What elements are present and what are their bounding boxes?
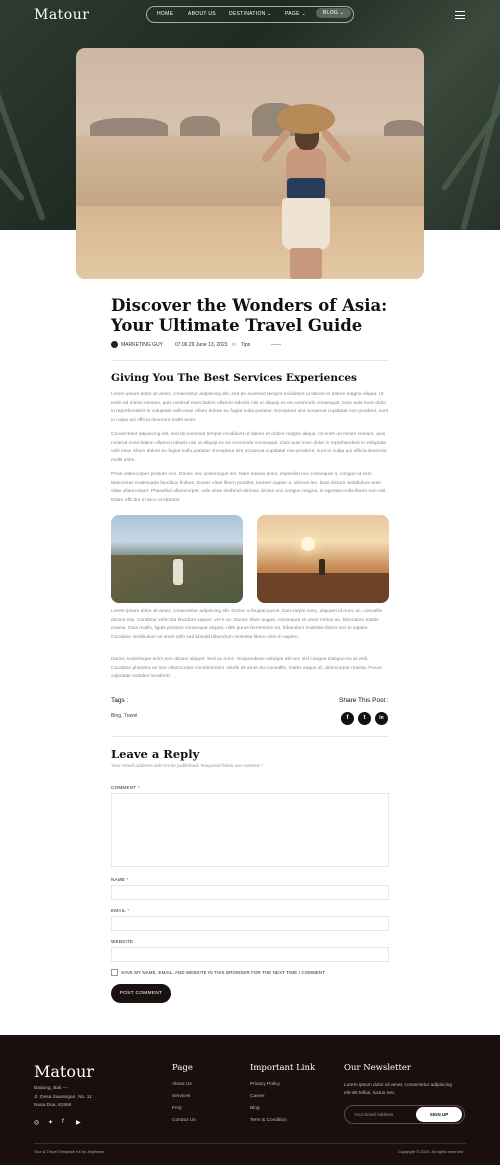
section-heading: Giving You The Best Services Experiences	[111, 372, 357, 384]
divider	[111, 736, 389, 737]
hamburger-menu-icon[interactable]	[455, 11, 465, 19]
straw-hat	[277, 104, 335, 134]
footer-link-services[interactable]: Services	[172, 1094, 191, 1099]
website-label: WEBSITE	[111, 939, 134, 944]
post-in-label: in	[232, 342, 236, 348]
divider	[111, 360, 389, 361]
featured-image	[76, 48, 424, 279]
footer-address: Badung, Bali — Jl. Desa Sawangan, No. 11 Nusa Dua, 81566	[34, 1086, 92, 1108]
name-field[interactable]	[111, 885, 389, 900]
footer-link-faq[interactable]: FAQ	[172, 1106, 182, 1111]
email-field[interactable]	[111, 916, 389, 931]
footer-newsletter-heading: Our Newsletter	[344, 1063, 411, 1073]
paragraph: Proin ullamcorper pretium orci. Donec nec scelerisque leo. Nam massa dolor, imperdiet nec consequat a, congue id sem. Maecenas malesuada faucibus finibus. Donec vitae libero porttitor, laoreet sapien a, ultrices leo. Duis dictum vestibulum ante vitae ullamcorper. Phasellus ullamcorper, odio vitae eleifend ultricies, lectus orci congue magna, in egestas nulla libero non nisl. Etiam efficitur in arcu ut lobortis.	[111, 472, 387, 503]
post-date: 07.06.29 June 13, 2023	[175, 342, 228, 348]
post-author[interactable]: MARKETING GUY	[121, 342, 163, 348]
email-label: EMAIL *	[111, 908, 130, 913]
comment-label: COMMENT *	[111, 785, 140, 790]
paragraph: Lorem ipsum dolor sit amet, consectetur adipiscing elit. Donec a feugiat purus. Duis turpis nunc, aliquam id nunc ac, convallis dictum nisi. Curabitur vehicula tincidunt sapien, vel e ac. Donec diam augue, consequat sit amet metus ac, bibendum mattis massa. Duis mollis, ligula pretium consequat aliquet, nibh purus fermentum mi, bibendum molestie libero orci in sapien. Curabitur vestibulum sit amet nibh sed blandit bibendum molestie libero orim in sapien.	[111, 609, 383, 640]
share-label: Share This Post :	[339, 697, 389, 704]
name-label: NAME *	[111, 877, 129, 882]
facebook-icon[interactable]: f	[341, 712, 354, 725]
save-info-checkbox[interactable]	[111, 969, 118, 976]
signup-button[interactable]: SIGN UP	[416, 1107, 462, 1122]
post-category[interactable]: Tips	[241, 342, 251, 348]
newsletter-email-input[interactable]: Your Email Address	[344, 1105, 465, 1124]
tags-list[interactable]: Blog, Travel	[111, 713, 138, 719]
footer-link-terms[interactable]: Term & Condition	[250, 1118, 287, 1123]
paragraph: Consectetur adipiscing elit, sed do eiusmod tempor incididunt ut labore et dolore magna aliqua. Ut enim ad minim veniam, quis nostrud exercitation ullamco laboris nisi ut aliquip ex ea commodo consequat. Duis aute irure dolor in reprehenderit in voluptate velit esse cillum dolore eu fugiat nulla pariatur. Excepteur sint occaecat cupidatat non proident, sunt in culpa qui officia deserunt mollit anim.	[111, 432, 387, 463]
save-info-label: SAVE MY NAME, EMAIL, AND WEBSITE IN THIS BROWSER FOR THE NEXT TIME I COMMENT.	[121, 970, 326, 975]
paragraph: Donec scelerisque enim non dictum aliquet. Sed ac nunc. Suspendisse volutpat elit nec nisl congue tristique eu at velit. Curabitur pharetra ex non ullamcorper condimentum. Morbi sit amet dui convallis, mattis augue id, ullamcorper massa. Fusce vulputate sodales hendrerit.	[111, 657, 382, 679]
mountain-lake-image	[111, 515, 243, 603]
post-meta	[111, 341, 389, 351]
footer-copyright: Copyright © 2023. All rights reserved	[398, 1149, 464, 1154]
facebook-icon[interactable]: f	[62, 1119, 64, 1125]
footer-link-contact-us[interactable]: Contact Us	[172, 1118, 196, 1123]
footer-divider	[34, 1143, 466, 1144]
nav-item-blog[interactable]: BLOG ⌄	[316, 8, 351, 18]
footer-credit: Tour & Travel Template Kit by Jegtheme	[34, 1149, 105, 1154]
footer-link-about-us[interactable]: About Us	[172, 1082, 192, 1087]
reply-heading: Leave a Reply	[111, 747, 200, 761]
footer-link-blog[interactable]: Blog	[250, 1106, 260, 1111]
footer-logo[interactable]: Matour	[34, 1062, 94, 1081]
twitter-icon[interactable]: ✦	[48, 1120, 54, 1126]
instagram-icon[interactable]: ◎	[34, 1120, 40, 1126]
website-field[interactable]	[111, 947, 389, 962]
footer-link-privacy[interactable]: Privacy Policy	[250, 1082, 280, 1087]
footer-links-heading: Important Link	[250, 1063, 316, 1073]
sunset-temple-image	[257, 515, 389, 603]
nav-item-about-us[interactable]: ABOUT US	[188, 11, 216, 17]
nav-item-destination[interactable]: DESTINATION ⌄	[229, 11, 272, 17]
site-logo[interactable]: Matour	[34, 7, 90, 23]
author-avatar-icon	[111, 341, 118, 348]
nav-item-page[interactable]: PAGE ⌄	[285, 11, 306, 17]
linkedin-icon[interactable]: in	[375, 712, 388, 725]
twitter-icon[interactable]: t	[358, 712, 371, 725]
newsletter-text: Lorem ipsum dolor sit amet, consectetur adipiscing elit elit tellus, luctus nec.	[344, 1083, 452, 1096]
paragraph: Lorem ipsum dolor sit amet, consectetur adipiscing elit, sed do eiusmod tempor incididunt ut labore et dolore magna aliqua. Ut enim ad minim veniam, quis nostrud exercitation ullamco laboris nisi ut aliquip ex ea commodo consequat. Duis aute irure dolor in reprehenderit in voluptate velit esse cillum dolore eu fugiat nulla pariatur. Excepteur sint occaecat cupidatat non proident, sunt in culpa qui officia deserunt mollit anim.	[111, 392, 389, 423]
top-nav	[0, 0, 500, 30]
chevron-down-icon: ⌄	[339, 10, 345, 16]
post-comment-button[interactable]: POST COMMENT	[111, 984, 171, 1003]
post-title: Discover the Wonders of Asia: Your Ultimate Travel Guide	[111, 296, 388, 335]
site-footer	[0, 1035, 500, 1165]
nav-item-home[interactable]: HOME	[157, 11, 174, 17]
reply-note: Your email address will not be published. Required fields are marked *	[111, 764, 263, 769]
footer-page-heading: Page	[172, 1063, 193, 1073]
chevron-down-icon: ⌄	[267, 11, 272, 17]
footer-link-career[interactable]: Career	[250, 1094, 265, 1099]
tags-label: Tags :	[111, 697, 129, 704]
youtube-icon[interactable]: ▶	[76, 1120, 81, 1126]
comment-textarea[interactable]	[111, 793, 389, 867]
chevron-down-icon: ⌄	[301, 11, 306, 17]
